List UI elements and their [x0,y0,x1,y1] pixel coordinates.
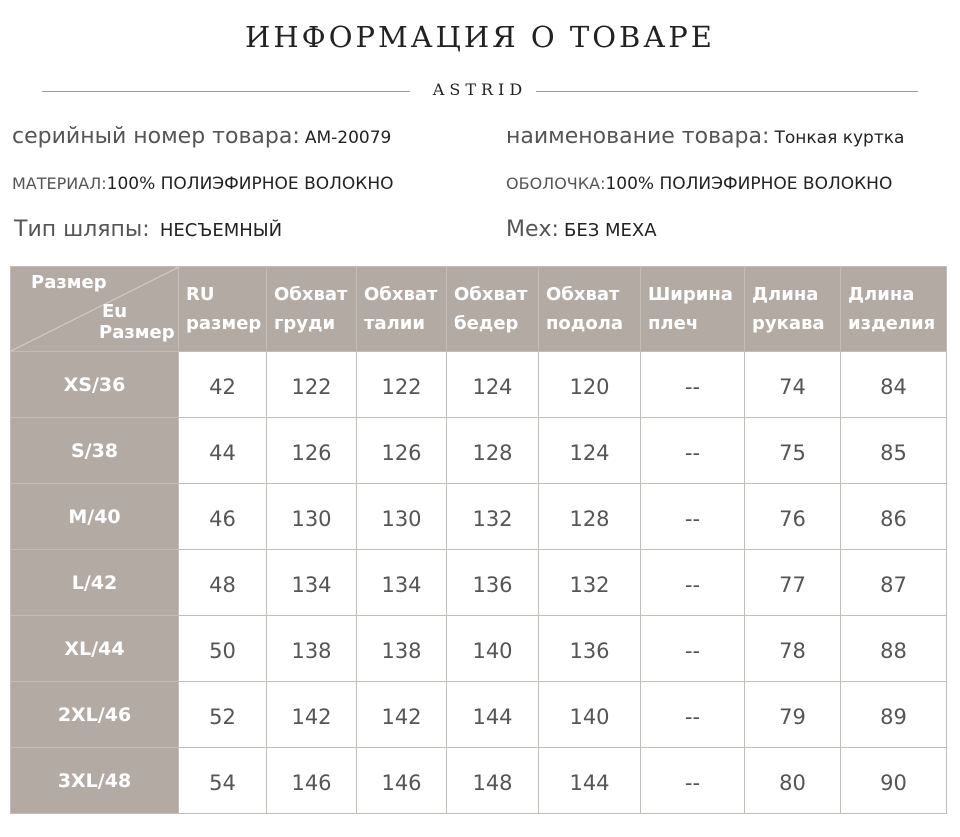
table-cell: -- [641,484,745,550]
table-cell: -- [641,616,745,682]
table-cell: 128 [539,484,641,550]
table-cell: -- [641,550,745,616]
table-cell: 136 [447,550,539,616]
row-size-label: 2XL/46 [11,682,179,748]
table-cell: 144 [539,748,641,814]
row-size-label: S/38 [11,418,179,484]
corner-label-eu: Eu [102,301,128,322]
table-cell: 126 [357,418,447,484]
table-cell: 146 [267,748,357,814]
fur-field [506,217,657,242]
table-cell: 77 [745,550,841,616]
table-cell: 134 [357,550,447,616]
table-row [11,484,947,550]
table-cell: 74 [745,352,841,418]
table-cell: 146 [357,748,447,814]
table-cell: 128 [447,418,539,484]
table-cell: 148 [447,748,539,814]
shell-field [506,174,892,194]
table-cell: 76 [745,484,841,550]
corner-label-size: Размер [31,272,107,293]
table-cell: 52 [179,682,267,748]
table-row [11,352,947,418]
table-cell: 87 [841,550,947,616]
table-cell: 142 [267,682,357,748]
brand-name: ASTRID [432,80,528,99]
table-cell: 88 [841,616,947,682]
table-cell: 126 [267,418,357,484]
hat-type-label: Тип шляпы: [14,217,150,242]
col-header-hem: Обхват подола [539,267,641,352]
table-cell: 138 [357,616,447,682]
table-row [11,550,947,616]
table-cell: 48 [179,550,267,616]
fur-value: БЕЗ МЕХА [564,220,657,241]
table-cell: -- [641,748,745,814]
table-cell: 136 [539,616,641,682]
table-cell: 46 [179,484,267,550]
table-cell: 138 [267,616,357,682]
table-cell: 140 [447,616,539,682]
shell-value: 100% ПОЛИЭФИРНОЕ ВОЛОКНО [605,174,893,194]
material-field [12,174,394,194]
row-size-label: L/42 [11,550,179,616]
table-row [11,682,947,748]
table-cell: 90 [841,748,947,814]
table-cell: 85 [841,418,947,484]
shell-label: ОБОЛОЧКА: [506,174,606,193]
table-header-row [11,267,947,352]
table-cell: 42 [179,352,267,418]
table-cell: -- [641,352,745,418]
table-cell: 120 [539,352,641,418]
fur-label: Мех: [506,217,559,242]
table-cell: 124 [447,352,539,418]
serial-number-value: AM-20079 [304,128,392,148]
col-header-garment-length: Длина изделия [841,267,947,352]
table-cell: 54 [179,748,267,814]
table-cell: 130 [267,484,357,550]
table-row [11,616,947,682]
table-cell: 132 [539,550,641,616]
table-cell: 142 [357,682,447,748]
hat-type-value: НЕСЪЕМНЫЙ [159,220,283,241]
product-name-value: Тонкая куртка [774,128,905,148]
table-cell: 130 [357,484,447,550]
table-cell: 80 [745,748,841,814]
table-cell: 122 [357,352,447,418]
table-cell: 124 [539,418,641,484]
table-cell: -- [641,682,745,748]
table-row [11,418,947,484]
table-cell: 140 [539,682,641,748]
hat-type-field [14,217,282,242]
row-size-label: M/40 [11,484,179,550]
table-cell: -- [641,418,745,484]
col-header-hips: Обхват бедер [447,267,539,352]
brand-divider [42,80,918,102]
material-label: МАТЕРИАЛ: [12,174,107,193]
col-header-ru-size: RU размер [179,267,267,352]
corner-label-eu-size: Размер [99,322,175,343]
col-header-sleeve-length: Длина рукава [745,267,841,352]
product-name-label: наименование товара: [506,124,770,149]
table-cell: 132 [447,484,539,550]
table-cell: 50 [179,616,267,682]
row-size-label: XS/36 [11,352,179,418]
table-cell: 44 [179,418,267,484]
table-cell: 122 [267,352,357,418]
table-cell: 86 [841,484,947,550]
table-row [11,748,947,814]
col-header-shoulder-width: Ширина плеч [641,267,745,352]
table-cell: 89 [841,682,947,748]
divider-line-right [536,91,918,92]
table-cell: 79 [745,682,841,748]
material-value: 100% ПОЛИЭФИРНОЕ ВОЛОКНО [106,174,394,194]
table-cell: 78 [745,616,841,682]
serial-number-label: серийный номер товара: [12,124,300,149]
col-header-waist: Обхват талии [357,267,447,352]
product-name-field [506,124,904,149]
row-size-label: XL/44 [11,616,179,682]
col-header-chest: Обхват груди [267,267,357,352]
size-chart-table [10,266,947,814]
serial-number-field [12,124,391,149]
table-cell: 75 [745,418,841,484]
table-cell: 134 [267,550,357,616]
row-size-label: 3XL/48 [11,748,179,814]
page-title: ИНФОРМАЦИЯ О ТОВАРЕ [245,20,715,54]
size-corner-header [11,267,179,352]
table-cell: 144 [447,682,539,748]
table-cell: 84 [841,352,947,418]
